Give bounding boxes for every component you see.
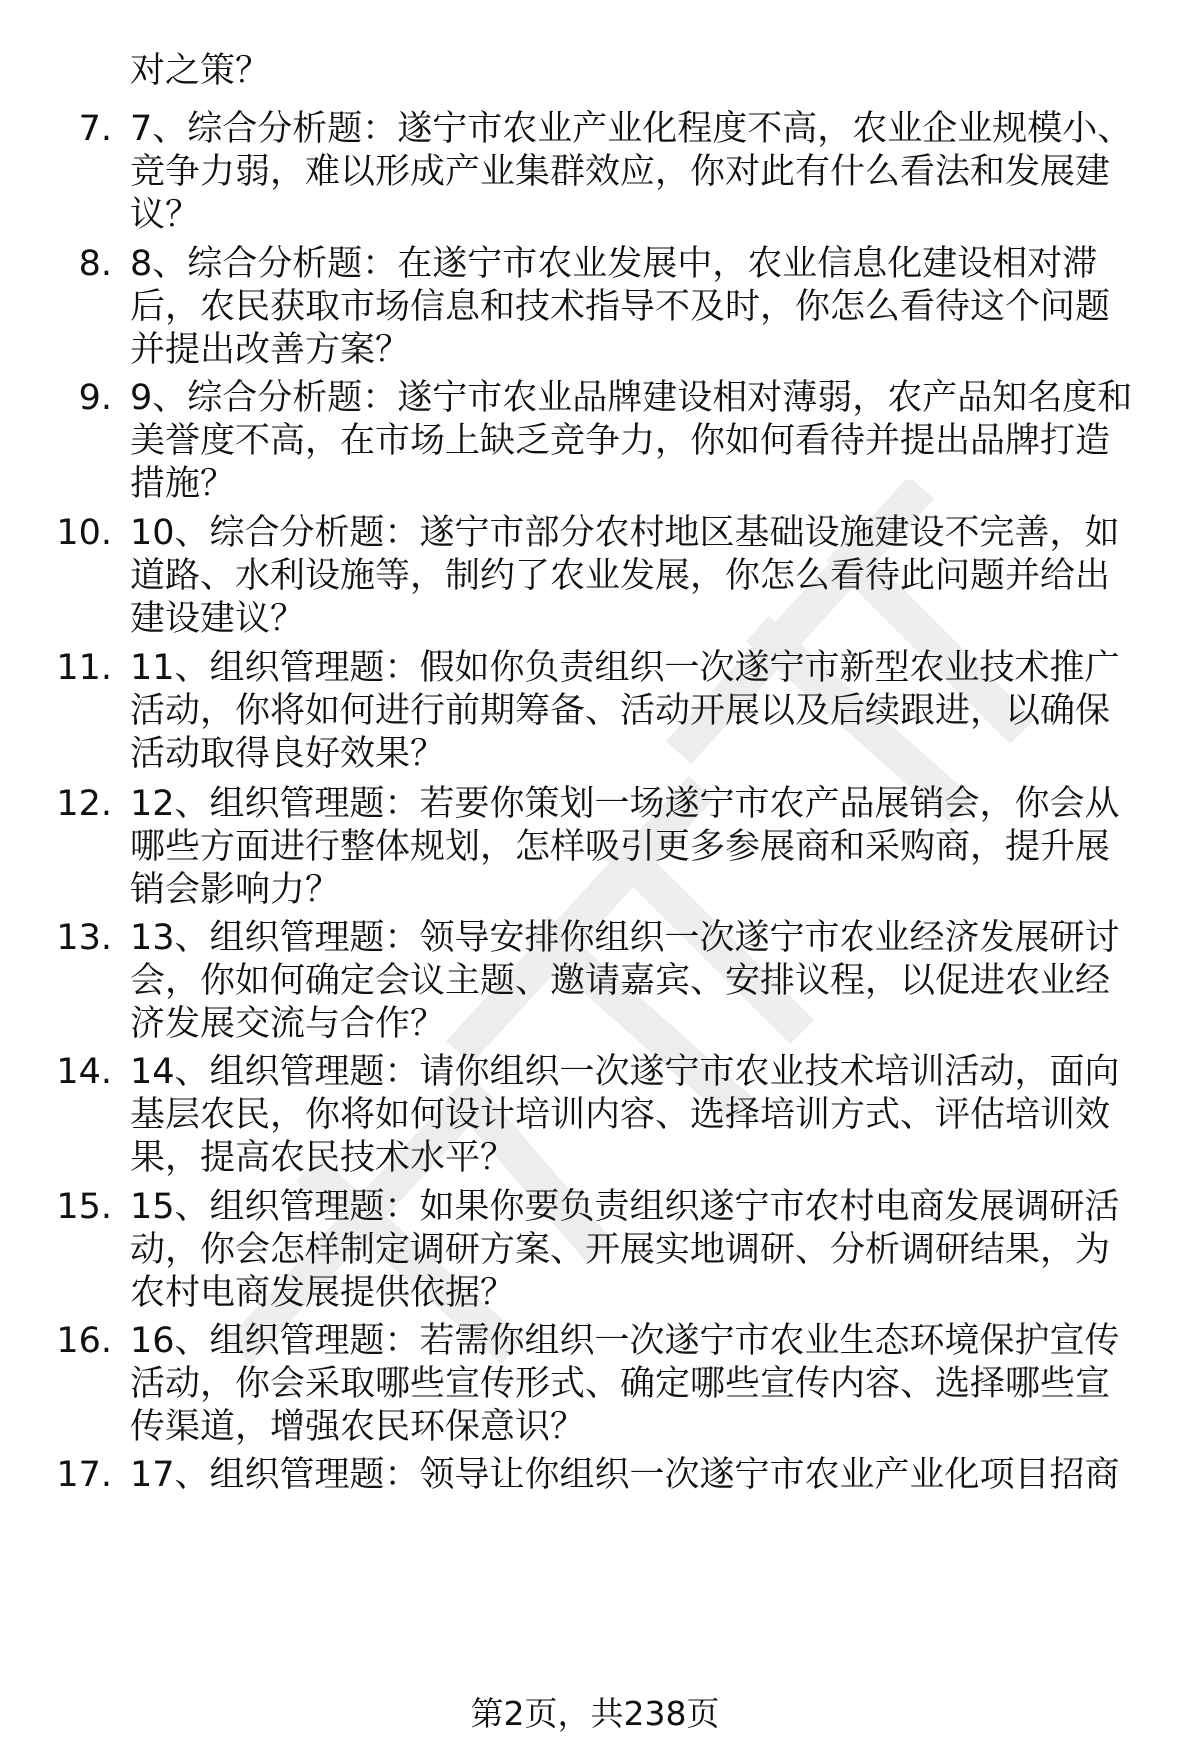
text-line: 9、综合分析题：遂宁市农业品牌建设相对薄弱，农产品知名度和 <box>130 378 1133 418</box>
text-line: 7、综合分析题：遂宁市农业产业化程度不高，农业企业规模小、 <box>130 109 1133 149</box>
text-line: 并提出改善方案？ <box>130 330 411 370</box>
item-text <box>130 917 1160 1046</box>
item-number: 8. <box>78 244 112 284</box>
item-text <box>130 647 1160 776</box>
item-number: 7. <box>78 109 112 149</box>
text-line: 8、综合分析题：在遂宁市农业发展中，农业信息化建设相对滞 <box>130 244 1098 284</box>
text-line: 哪些方面进行整体规划，怎样吸引更多参展商和采购商，提升展 <box>130 827 1111 867</box>
item-number: 12. <box>56 784 112 824</box>
item-number: 9. <box>78 378 112 418</box>
text-line: 传渠道，增强农民环保意识？ <box>130 1407 586 1447</box>
item-number: 17. <box>56 1455 112 1495</box>
text-line: 建设建议？ <box>130 599 306 639</box>
item-number: 11. <box>56 648 112 688</box>
text-line: 基层农民，你将如何设计培训内容、选择培训方式、评估培训效 <box>130 1095 1111 1135</box>
text-line: 竞争力弱，难以形成产业集群效应，你对此有什么看法和发展建 <box>130 152 1111 192</box>
item-number: 16. <box>56 1321 112 1361</box>
item-text <box>130 1454 1160 1497</box>
text-line: 活动取得良好效果？ <box>130 734 446 774</box>
text-line: 议？ <box>130 195 201 235</box>
item-text <box>130 108 1160 237</box>
item-number: 14. <box>56 1052 112 1092</box>
item-number: 13. <box>56 918 112 958</box>
text-line: 销会影响力？ <box>130 870 341 910</box>
item-text <box>130 1186 1160 1315</box>
text-line: 11、组织管理题：假如你负责组织一次遂宁市新型农业技术推广 <box>130 648 1120 688</box>
text-line: 10、综合分析题：遂宁市部分农村地区基础设施建设不完善，如 <box>130 513 1120 553</box>
item-text <box>130 783 1160 912</box>
text-line: 美誉度不高，在市场上缺乏竞争力，你如何看待并提出品牌打造 <box>130 421 1111 461</box>
text-line: 措施？ <box>130 464 236 504</box>
item-text <box>130 1051 1160 1180</box>
text-line: 17、组织管理题：领导让你组织一次遂宁市农业产业化项目招商 <box>130 1455 1120 1495</box>
text-line: 会，你如何确定会议主题、邀请嘉宾、安排议程，以促进农业经 <box>130 961 1111 1001</box>
text-line: 15、组织管理题：如果你要负责组织遂宁市农村电商发展调研活 <box>130 1187 1120 1227</box>
page-number-footer: 第2页，共238页 <box>470 1694 720 1733</box>
text-line: 后，农民获取市场信息和技术指导不及时，你怎么看待这个问题 <box>130 287 1111 327</box>
text-line: 14、组织管理题：请你组织一次遂宁市农业技术培训活动，面向 <box>130 1052 1120 1092</box>
text-line: 济发展交流与合作？ <box>130 1004 446 1044</box>
text-line: 活动，你会采取哪些宣传形式、确定哪些宣传内容、选择哪些宣 <box>130 1364 1111 1404</box>
item-number: 10. <box>56 513 112 553</box>
text-line: 果，提高农民技术水平？ <box>130 1138 516 1178</box>
item-number: 15. <box>56 1187 112 1227</box>
continued-text: 对之策？ <box>130 51 271 91</box>
text-line: 农村电商发展提供依据？ <box>130 1273 516 1313</box>
item-text <box>130 377 1160 506</box>
text-line: 活动，你将如何进行前期筹备、活动开展以及后续跟进，以确保 <box>130 691 1111 731</box>
item-text <box>130 1320 1160 1449</box>
text-line: 16、组织管理题：若需你组织一次遂宁市农业生态环境保护宣传 <box>130 1321 1120 1361</box>
text-line: 动，你会怎样制定调研方案、开展实地调研、分析调研结果，为 <box>130 1230 1111 1270</box>
text-line: 13、组织管理题：领导安排你组织一次遂宁市农业经济发展研讨 <box>130 918 1120 958</box>
item-text <box>130 512 1160 641</box>
text-line: 12、组织管理题：若要你策划一场遂宁市农产品展销会，你会从 <box>130 784 1120 824</box>
item-text <box>130 243 1160 372</box>
text-line: 道路、水利设施等，制约了农业发展，你怎么看待此问题并给出 <box>130 556 1111 596</box>
